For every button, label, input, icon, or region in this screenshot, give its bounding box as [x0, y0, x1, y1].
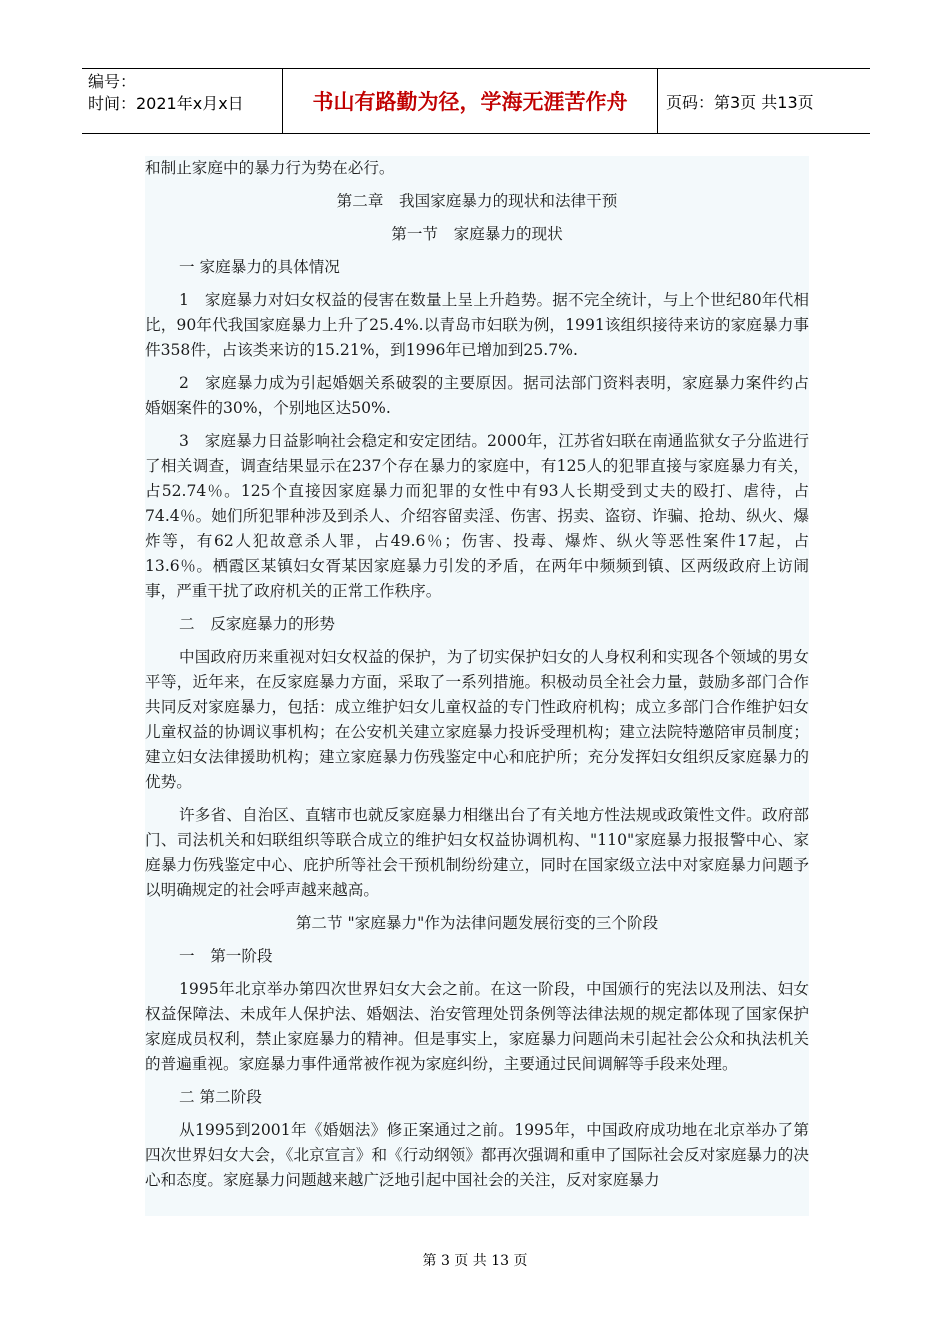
header-meta: [82, 69, 282, 133]
paragraph: 许多省、自治区、直辖市也就反家庭暴力相继出台了有关地方性法规或政策性文件。政府部门、司法机关和妇联组织等联合成立的维护妇女权益协调机构、"110"家庭暴力报报警中心、家庭暴力伤残鉴定中心、庇护所等社会干预机制纷纷建立，同时在国家级立法中对家庭暴力问题予以明确规定的社会呼声越来越高。: [145, 806, 809, 899]
subheading: 二 反家庭暴力的形势: [179, 615, 335, 633]
header-page-label: 页码：第3页 共13页: [666, 92, 814, 112]
paragraph: 1 家庭暴力对妇女权益的侵害在数量上呈上升趋势。据不完全统计，与上个世纪80年代相比，90年代我国家庭暴力上升了25.4%.以青岛市妇联为例，1991该组织接待来访的家庭暴力事件358件，占该类来访的15.21%，到1996年已增加到25.7%.: [145, 291, 809, 359]
date-label: 时间：2021年x月x日: [88, 94, 244, 113]
page-footer: 第 3 页 共 13 页: [422, 1253, 528, 1269]
subheading: 一 第一阶段: [179, 947, 273, 965]
paragraph-continuation: 和制止家庭中的暴力行为势在必行。: [145, 159, 395, 177]
section-title: 第一节 家庭暴力的现状: [391, 225, 563, 243]
chapter-title: 第二章 我国家庭暴力的现状和法律干预: [336, 192, 618, 210]
paragraph: 2 家庭暴力成为引起婚姻关系破裂的主要原因。据司法部门资料表明，家庭暴力案件约占婚姻案件的30%，个别地区达50%.: [145, 374, 809, 417]
header-motto: 书山有路勤为径，学海无涯苦作舟: [282, 69, 658, 133]
page-header: [82, 68, 870, 134]
paragraph: 1995年北京举办第四次世界妇女大会之前。在这一阶段，中国颁行的宪法以及刑法、妇女权益保障法、未成年人保护法、婚姻法、治安管理处罚条例等法律法规的规定都体现了国家保护家庭成员权利，禁止家庭暴力的精神。但是事实上，家庭暴力问题尚未引起社会公众和执法机关的普遍重视。家庭暴力事件通常被作视为家庭纠纷，主要通过民间调解等手段来处理。: [145, 980, 809, 1073]
paragraph: 3 家庭暴力日益影响社会稳定和安定团结。2000年，江苏省妇联在南通监狱女子分监进行了相关调查，调查结果显示在237个存在暴力的家庭中，有125人的犯罪直接与家庭暴力有关，占52.74％。125个直接因家庭暴力而犯罪的女性中有93人长期受到丈夫的殴打、虐待，占74.4％。她们所犯罪种涉及到杀人、介绍容留卖淫、伤害、拐卖、盗窃、诈骗、抢劫、纵火、爆炸等，有62人犯故意杀人罪，占49.6％；伤害、投毒、爆炸、纵火等恶性案件17起，占13.6％。栖霞区某镇妇女胥某因家庭暴力引发的矛盾，在两年中频频到镇、区两级政府上访闹事，严重干扰了政府机关的正常工作秩序。: [145, 432, 809, 600]
paragraph: 从1995到2001年《婚姻法》修正案通过之前。1995年，中国政府成功地在北京举办了第四次世界妇女大会，《北京宣言》和《行动纲领》都再次强调和重申了国际社会反对家庭暴力的决心和态度。家庭暴力问题越来越广泛地引起中国社会的关注，反对家庭暴力: [145, 1121, 809, 1189]
number-label: 编号：: [88, 72, 137, 91]
document-body: [145, 156, 809, 1216]
subheading: 一 家庭暴力的具体情况: [179, 258, 340, 276]
subheading: 二 第二阶段: [179, 1088, 262, 1106]
section-title: 第二节 "家庭暴力"作为法律问题发展衍变的三个阶段: [295, 914, 659, 932]
paragraph: 中国政府历来重视对妇女权益的保护，为了切实保护妇女的人身权利和实现各个领域的男女平等，近年来，在反家庭暴力方面，采取了一系列措施。积极动员全社会力量，鼓励多部门合作共同反对家庭暴力，包括：成立维护妇女儿童权益的专门性政府机构；成立多部门合作维护妇女儿童权益的协调议事机构；在公安机关建立家庭暴力投诉受理机构；建立法院特邀陪审员制度；建立妇女法律援助机构；建立家庭暴力伤残鉴定中心和庇护所；充分发挥妇女组织反家庭暴力的优势。: [145, 648, 809, 791]
